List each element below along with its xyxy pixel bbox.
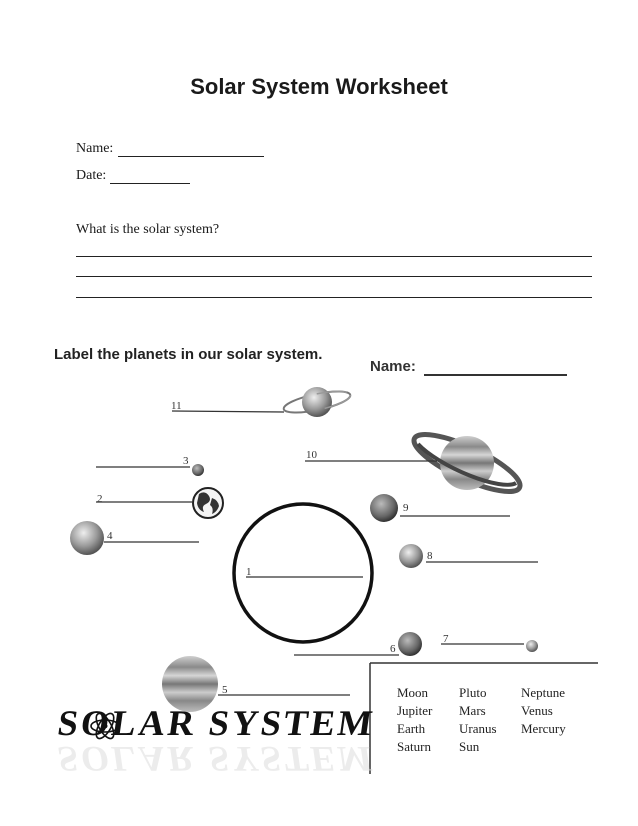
planet-6 [398, 632, 422, 656]
word-bank-col-3 [521, 684, 566, 738]
name-field-line[interactable] [118, 156, 264, 157]
date-field-line[interactable] [110, 183, 190, 184]
earth-icon [193, 488, 223, 518]
word-bank-item: Earth [397, 721, 426, 736]
name-field-label: Name: [76, 141, 114, 156]
word-bank-item: Venus [521, 703, 553, 718]
planet-number-9: 9 [403, 502, 409, 514]
planet-number-1: 1 [246, 566, 252, 578]
planet-4 [70, 521, 104, 555]
planet-11 [282, 387, 352, 417]
word-bank-item: Moon [397, 685, 429, 700]
planet-number-7: 7 [443, 633, 449, 645]
diagram-instruction: Label the planets in our solar system. [54, 346, 323, 363]
word-bank-col-2 [459, 684, 497, 756]
planet-number-8: 8 [427, 550, 433, 562]
sun-circle [234, 504, 372, 642]
word-bank-item: Jupiter [397, 703, 433, 718]
diagram-name-label: Name: [370, 358, 416, 375]
planet-number-2: 2 [97, 493, 103, 505]
word-bank-item: Pluto [459, 685, 487, 700]
page-title: Solar System Worksheet [190, 74, 448, 99]
planet-3 [192, 464, 204, 476]
planet-number-10: 10 [306, 449, 317, 461]
solar-system-logo-text: SOLAR SYSTEM [55, 703, 378, 743]
answer-line[interactable] [76, 256, 592, 257]
planet-number-4: 4 [107, 530, 113, 542]
word-bank-col-1 [397, 684, 432, 756]
diagram-name-line[interactable] [424, 374, 567, 376]
answer-line[interactable] [76, 297, 592, 298]
word-bank-item: Mercury [521, 721, 566, 736]
word-bank-item: Mars [459, 703, 486, 718]
word-bank-item: Uranus [459, 721, 497, 736]
date-field-label: Date: [76, 168, 107, 183]
planet-9 [370, 494, 398, 522]
planet-7 [526, 640, 538, 652]
word-bank-item: Neptune [521, 685, 566, 700]
planet-8 [399, 544, 423, 568]
planet-number-5: 5 [222, 684, 228, 696]
answer-line[interactable] [76, 276, 592, 277]
word-bank-item: Saturn [397, 739, 431, 754]
planet-number-11: 11 [171, 400, 182, 412]
planet-number-3: 3 [183, 455, 189, 467]
saturn-icon [408, 424, 527, 502]
planet-number-6: 6 [390, 643, 396, 655]
word-bank [397, 684, 597, 764]
question-text: What is the solar system? [76, 222, 220, 237]
solar-system-logo-reflection: SOLAR SYSTEM [55, 739, 378, 779]
word-bank-item: Sun [459, 739, 480, 754]
